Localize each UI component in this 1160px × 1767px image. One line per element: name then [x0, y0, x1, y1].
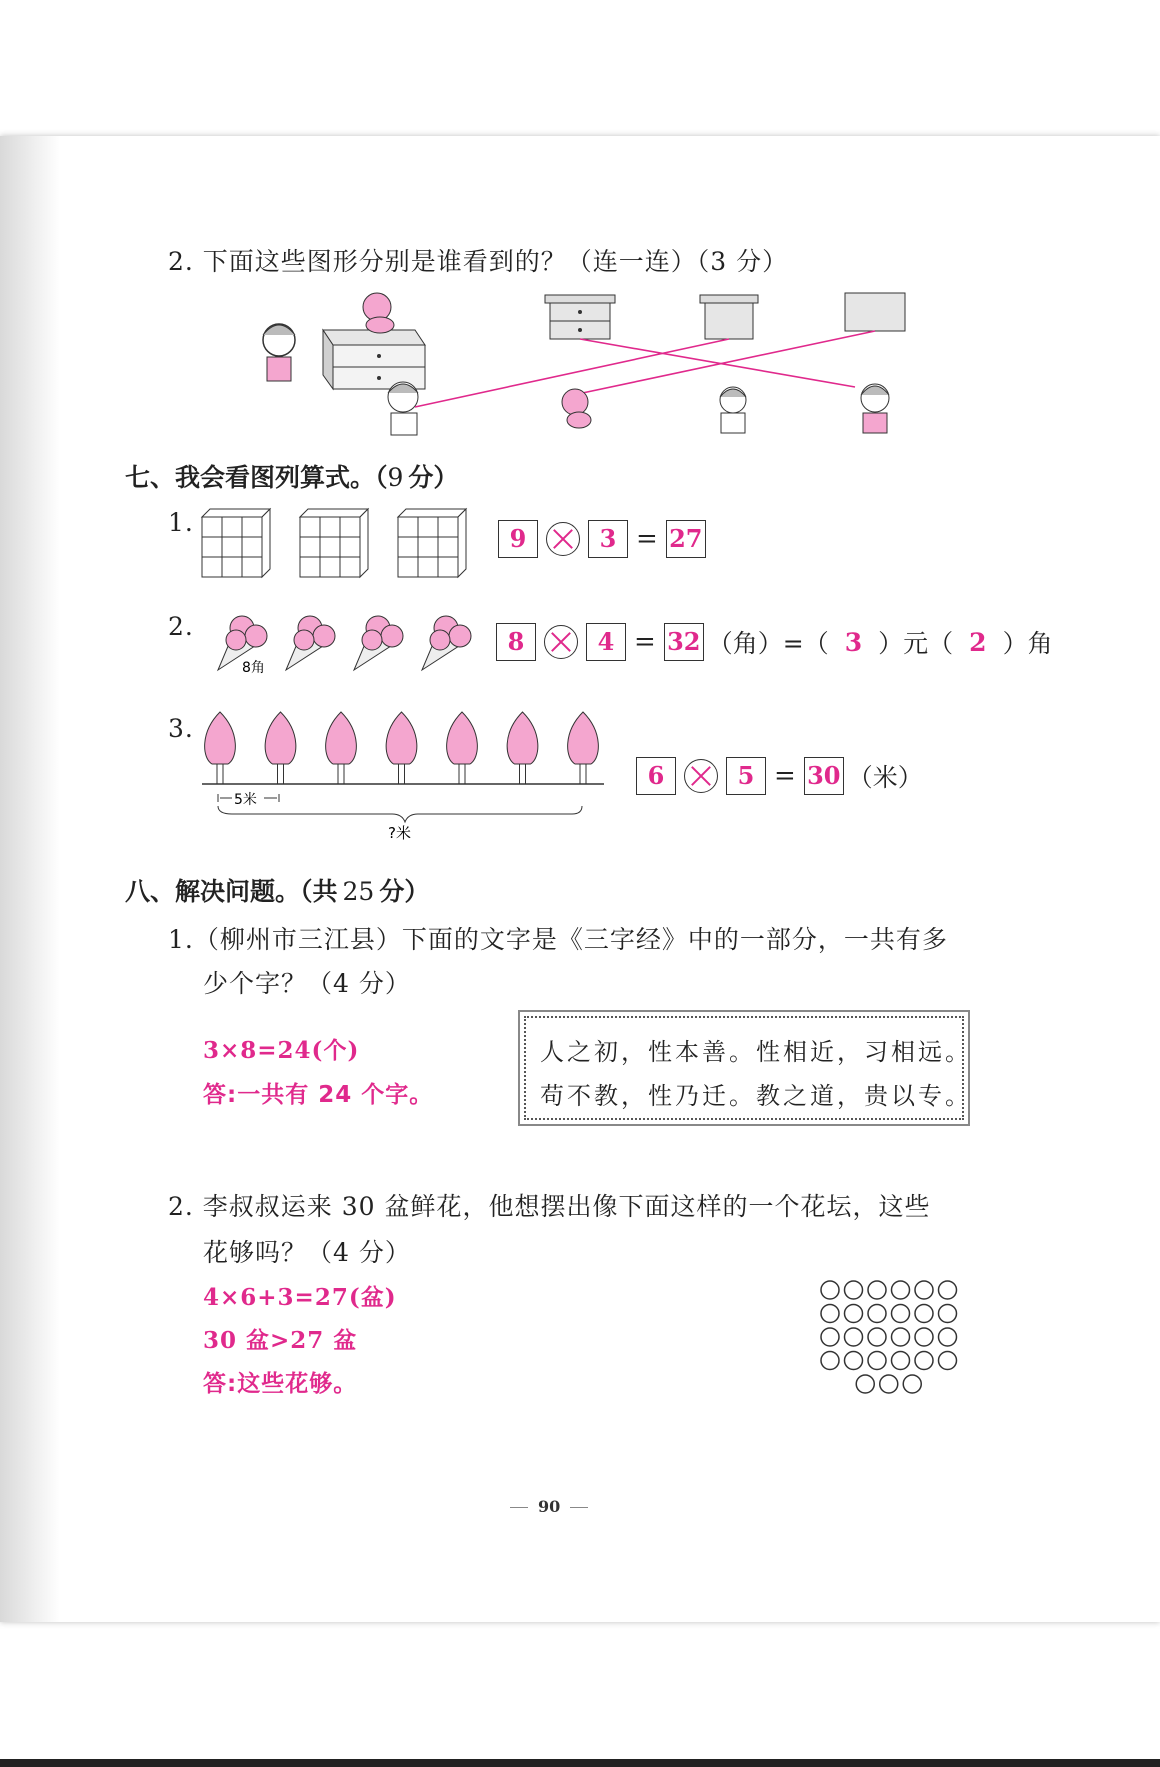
bottom-bar [0, 1759, 1160, 1767]
boy-bottom-figure [720, 387, 746, 433]
answer-box[interactable]: 5 [726, 757, 766, 795]
answer-box[interactable]: 30 [804, 757, 844, 795]
q8-2-line2: 花够吗？（4 分） [203, 1238, 411, 1267]
answer-box[interactable]: 6 [636, 757, 676, 795]
flower-circle [892, 1328, 910, 1346]
flower-circle [868, 1281, 886, 1299]
tree-3 [326, 712, 357, 784]
flower-circle [939, 1352, 957, 1370]
ice-cream-4 [422, 616, 471, 670]
flower-circle [939, 1305, 957, 1323]
ice-cream-3 [354, 616, 403, 670]
matching-illustration [255, 285, 915, 445]
cat-bottom-figure [562, 389, 591, 428]
flower-circle [892, 1281, 910, 1299]
answer-box[interactable]: 9 [498, 520, 538, 558]
tree-6 [507, 712, 538, 784]
view-top-cabinet [845, 293, 905, 331]
price-label: 8角 [242, 660, 265, 676]
flower-circle [915, 1352, 933, 1370]
yuan-label: ）元（ [878, 629, 954, 658]
equals-sign: = [774, 761, 796, 791]
yuan-answer[interactable]: 3 [844, 627, 863, 657]
tree-4 [386, 712, 417, 784]
cube-grid-1 [202, 509, 270, 577]
q7-2-number: 2. [168, 612, 194, 641]
tree-row-diagram [202, 708, 612, 843]
boy-figure [388, 382, 418, 435]
q8-2-line1: 2. 李叔叔运来 30 盆鲜花，他想摆出像下面这样的一个花坛，这些 [168, 1192, 931, 1221]
cabinet-drawing [323, 330, 425, 389]
flower-circle [892, 1305, 910, 1323]
q7-3-number: 3. [168, 714, 194, 743]
q7-1-equation [498, 520, 706, 558]
multiply-circle[interactable] [684, 759, 718, 793]
unit-label: （米） [847, 763, 923, 792]
view-front-cabinet [545, 295, 615, 339]
ice-cream-2 [286, 616, 335, 670]
flower-circle-extra [903, 1375, 921, 1393]
flower-circle [821, 1328, 839, 1346]
flower-circle [821, 1352, 839, 1370]
q8-2-answer-compare: 30 盆>27 盆 [203, 1327, 358, 1354]
flower-circle [939, 1281, 957, 1299]
cube-grid-2 [300, 509, 368, 577]
flower-circle [915, 1305, 933, 1323]
cube-grid-3 [398, 509, 466, 577]
answer-box[interactable]: 27 [666, 520, 706, 558]
flower-circle [868, 1328, 886, 1346]
q8-1-answer-sentence: 答:一共有 24 个字。 [203, 1082, 434, 1108]
flower-circle-extra [880, 1375, 898, 1393]
ice-cream-row [212, 610, 482, 678]
girl-bottom-figure [861, 384, 889, 433]
flower-circle [821, 1281, 839, 1299]
page-shadow [0, 136, 60, 1622]
flower-circle-extra [856, 1375, 874, 1393]
section-8-heading: 八、解决问题。（共 25 分） [125, 877, 430, 906]
q8-2-answer-sentence: 答:这些花够。 [203, 1371, 358, 1397]
flower-circle [868, 1352, 886, 1370]
answer-box[interactable]: 4 [586, 623, 626, 661]
flower-circle [845, 1281, 863, 1299]
tree-2 [265, 712, 296, 784]
tree-5 [447, 712, 478, 784]
girl-figure [263, 324, 295, 381]
answer-box[interactable]: 3 [588, 520, 628, 558]
poem-frame [524, 1016, 972, 1120]
flower-circle [845, 1305, 863, 1323]
flower-bed-circles [818, 1278, 968, 1396]
flower-circle [845, 1352, 863, 1370]
q7-3-equation [636, 757, 923, 795]
question-6-2-text: 2. 下面这些图形分别是谁看到的？（连一连）（3 分） [168, 247, 789, 276]
q8-2-answer-formula: 4×6+3=27(盆) [203, 1284, 397, 1311]
flower-circle [821, 1305, 839, 1323]
jiao-answer[interactable]: 2 [969, 627, 987, 657]
multiply-circle[interactable] [546, 522, 580, 556]
q8-1-line1: 1.（柳州市三江县）下面的文字是《三字经》中的一部分，一共有多 [168, 925, 948, 954]
equals-sign: = [634, 627, 656, 657]
unit-jiao-label: （角）=（ [707, 629, 829, 658]
distance-label: 5米 [234, 792, 257, 808]
flower-circle [892, 1352, 910, 1370]
flower-circle [939, 1328, 957, 1346]
section-7-heading: 七、我会看图列算式。（9 分） [125, 463, 459, 492]
flower-circle [868, 1305, 886, 1323]
flower-circle [915, 1328, 933, 1346]
cat-figure [363, 293, 394, 333]
flower-circle [915, 1281, 933, 1299]
q7-1-number: 1. [168, 508, 194, 537]
page-number: 90 [500, 1497, 598, 1516]
poem-line-1: 人之初，性本善。性相近，习相远。 [540, 1038, 972, 1066]
q8-1-line2: 少个字？（4 分） [203, 969, 411, 998]
brace [218, 806, 582, 822]
cube-grids [202, 505, 472, 577]
tree-1 [205, 712, 236, 784]
multiply-circle[interactable] [544, 625, 578, 659]
poem-line-2: 苟不教，性乃迁。教之道，贵以专。 [540, 1082, 972, 1110]
answer-box[interactable]: 8 [496, 623, 536, 661]
tree-7 [568, 712, 599, 784]
total-distance-label: ?米 [388, 824, 411, 842]
q8-1-answer-formula: 3×8=24(个) [203, 1037, 360, 1064]
flower-circle [845, 1328, 863, 1346]
jiao-label: ）角 [1002, 629, 1053, 658]
equals-sign: = [636, 524, 658, 554]
q7-2-equation [496, 623, 1053, 661]
answer-box[interactable]: 32 [664, 623, 704, 661]
view-side-cabinet [700, 295, 758, 339]
